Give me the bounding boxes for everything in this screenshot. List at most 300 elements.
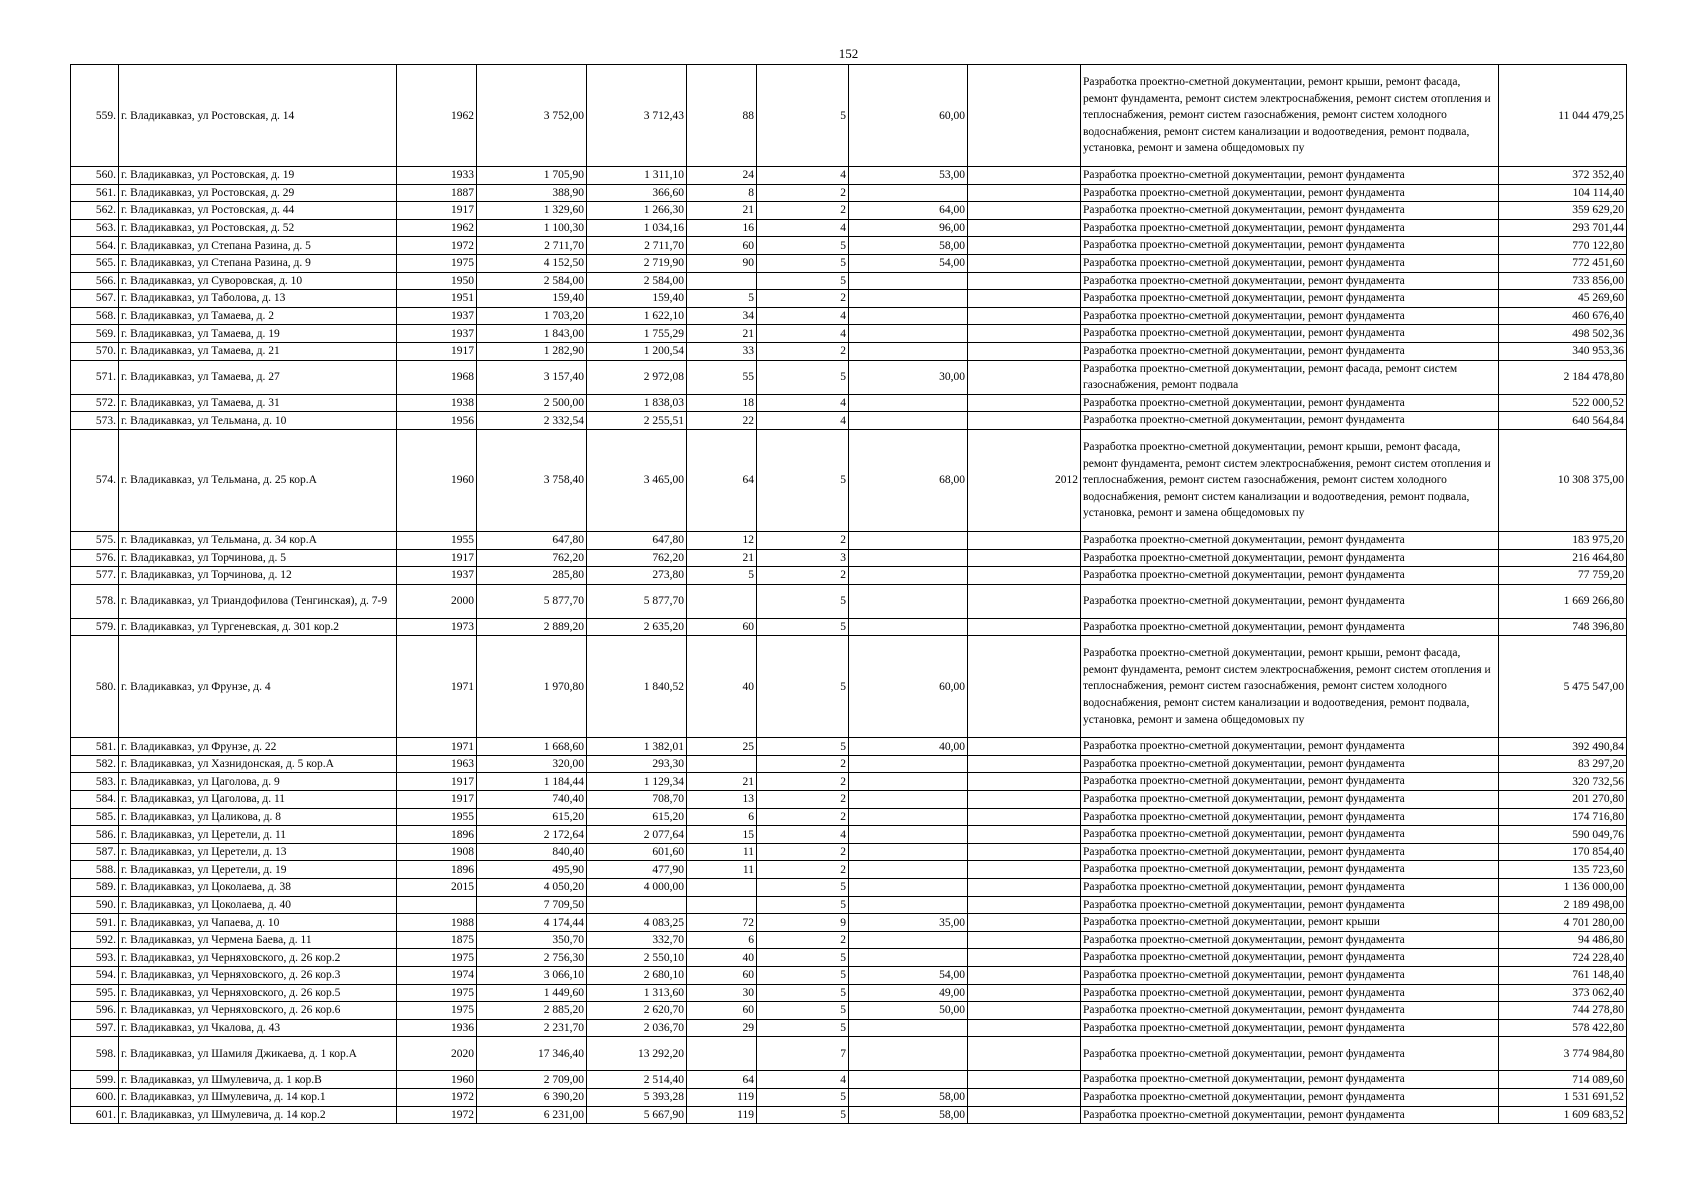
cost-cell: 1 669 266,80 bbox=[1499, 584, 1627, 618]
wear-percent-cell: 96,00 bbox=[849, 219, 968, 237]
build-year-cell: 1933 bbox=[397, 167, 477, 185]
wear-percent-cell: 58,00 bbox=[849, 1088, 968, 1106]
residents-cell: 34 bbox=[687, 307, 757, 325]
floors-cell: 4 bbox=[757, 167, 849, 185]
build-year-cell: 1968 bbox=[397, 360, 477, 394]
wear-percent-cell bbox=[849, 342, 968, 360]
living-area-cell: 13 292,20 bbox=[587, 1037, 687, 1071]
work-description-cell: Разработка проектно-сметной документации, ремонт крыши, ремонт фасада, ремонт фундамента, ремонт систем электроснабжения, ремонт систем отопления и теплоснабжения, ремонт систем газоснабжения, ремонт систем холодного водоснабжения, ремонт систем канализации и водоотведения, ремонт подвала, установка, ремонт и замена общедомовых пу bbox=[1081, 429, 1499, 531]
living-area-cell: 293,30 bbox=[587, 755, 687, 773]
address-cell: г. Владикавказ, ул Торчинова, д. 12 bbox=[119, 567, 397, 585]
build-year-cell: 1951 bbox=[397, 290, 477, 308]
living-area-cell: 2 620,70 bbox=[587, 1002, 687, 1020]
address-cell: г. Владикавказ, ул Степана Разина, д. 9 bbox=[119, 254, 397, 272]
living-area-cell: 4 000,00 bbox=[587, 879, 687, 897]
row-number: 595. bbox=[71, 984, 119, 1002]
wear-percent-cell bbox=[849, 1037, 968, 1071]
address-cell: г. Владикавказ, ул Чермена Баева, д. 11 bbox=[119, 931, 397, 949]
build-year-cell: 1973 bbox=[397, 618, 477, 636]
table-row bbox=[71, 914, 1627, 932]
address-cell: г. Владикавказ, ул Церетели, д. 11 bbox=[119, 826, 397, 844]
residents-cell: 18 bbox=[687, 394, 757, 412]
build-year-cell: 1962 bbox=[397, 219, 477, 237]
build-year-cell: 1960 bbox=[397, 1071, 477, 1089]
table-row bbox=[71, 1037, 1627, 1071]
living-area-cell: 2 077,64 bbox=[587, 826, 687, 844]
residents-cell: 12 bbox=[687, 531, 757, 549]
last-repair-year-cell bbox=[968, 549, 1081, 567]
address-cell: г. Владикавказ, ул Церетели, д. 19 bbox=[119, 861, 397, 879]
address-cell: г. Владикавказ, ул Тамаева, д. 2 bbox=[119, 307, 397, 325]
floors-cell: 5 bbox=[757, 1088, 849, 1106]
last-repair-year-cell bbox=[968, 567, 1081, 585]
cost-cell: 135 723,60 bbox=[1499, 861, 1627, 879]
work-description-cell: Разработка проектно-сметной документации, ремонт фундамента bbox=[1081, 896, 1499, 914]
cost-cell: 293 701,44 bbox=[1499, 219, 1627, 237]
total-area-cell: 2 889,20 bbox=[477, 618, 587, 636]
cost-cell: 2 184 478,80 bbox=[1499, 360, 1627, 394]
table-row bbox=[71, 1071, 1627, 1089]
work-description-cell: Разработка проектно-сметной документации, ремонт фундамента bbox=[1081, 219, 1499, 237]
cost-cell: 590 049,76 bbox=[1499, 826, 1627, 844]
residents-cell: 64 bbox=[687, 429, 757, 531]
residents-cell: 16 bbox=[687, 219, 757, 237]
living-area-cell: 2 550,10 bbox=[587, 949, 687, 967]
last-repair-year-cell bbox=[968, 931, 1081, 949]
work-description-cell: Разработка проектно-сметной документации, ремонт крыши, ремонт фасада, ремонт фундамента, ремонт систем электроснабжения, ремонт систем отопления и теплоснабжения, ремонт систем газоснабжения, ремонт систем холодного водоснабжения, ремонт систем канализации и водоотведения, ремонт подвала, установка, ремонт и замена общедомовых пу bbox=[1081, 65, 1499, 167]
table-row bbox=[71, 826, 1627, 844]
total-area-cell: 1 705,90 bbox=[477, 167, 587, 185]
residents-cell: 72 bbox=[687, 914, 757, 932]
last-repair-year-cell bbox=[968, 219, 1081, 237]
floors-cell: 5 bbox=[757, 1019, 849, 1037]
work-description-cell: Разработка проектно-сметной документации, ремонт фундамента bbox=[1081, 307, 1499, 325]
row-number: 566. bbox=[71, 272, 119, 290]
last-repair-year-cell bbox=[968, 412, 1081, 430]
cost-cell: 744 278,80 bbox=[1499, 1002, 1627, 1020]
total-area-cell: 5 877,70 bbox=[477, 584, 587, 618]
address-cell: г. Владикавказ, ул Ростовская, д. 19 bbox=[119, 167, 397, 185]
residents-cell: 6 bbox=[687, 808, 757, 826]
cost-cell: 761 148,40 bbox=[1499, 967, 1627, 985]
floors-cell: 5 bbox=[757, 879, 849, 897]
work-description-cell: Разработка проектно-сметной документации, ремонт фундамента bbox=[1081, 773, 1499, 791]
wear-percent-cell: 30,00 bbox=[849, 360, 968, 394]
wear-percent-cell: 50,00 bbox=[849, 1002, 968, 1020]
cost-cell: 522 000,52 bbox=[1499, 394, 1627, 412]
last-repair-year-cell bbox=[968, 342, 1081, 360]
build-year-cell: 1971 bbox=[397, 738, 477, 756]
residents-cell: 24 bbox=[687, 167, 757, 185]
living-area-cell: 2 719,90 bbox=[587, 254, 687, 272]
residents-cell: 15 bbox=[687, 826, 757, 844]
living-area-cell: 2 036,70 bbox=[587, 1019, 687, 1037]
table-row bbox=[71, 1088, 1627, 1106]
living-area-cell: 2 680,10 bbox=[587, 967, 687, 985]
build-year-cell: 1972 bbox=[397, 1088, 477, 1106]
living-area-cell: 477,90 bbox=[587, 861, 687, 879]
row-number: 579. bbox=[71, 618, 119, 636]
floors-cell: 9 bbox=[757, 914, 849, 932]
work-description-cell: Разработка проектно-сметной документации, ремонт фундамента bbox=[1081, 861, 1499, 879]
build-year-cell: 1937 bbox=[397, 307, 477, 325]
wear-percent-cell bbox=[849, 618, 968, 636]
residents-cell: 30 bbox=[687, 984, 757, 1002]
address-cell: г. Владикавказ, ул Чкалова, д. 43 bbox=[119, 1019, 397, 1037]
cost-cell: 714 089,60 bbox=[1499, 1071, 1627, 1089]
build-year-cell bbox=[397, 896, 477, 914]
wear-percent-cell bbox=[849, 931, 968, 949]
last-repair-year-cell bbox=[968, 967, 1081, 985]
work-description-cell: Разработка проектно-сметной документации, ремонт фундамента bbox=[1081, 1019, 1499, 1037]
living-area-cell: 2 584,00 bbox=[587, 272, 687, 290]
work-description-cell: Разработка проектно-сметной документации, ремонт фундамента bbox=[1081, 984, 1499, 1002]
residents-cell: 22 bbox=[687, 412, 757, 430]
last-repair-year-cell bbox=[968, 290, 1081, 308]
floors-cell: 4 bbox=[757, 412, 849, 430]
address-cell: г. Владикавказ, ул Чапаева, д. 10 bbox=[119, 914, 397, 932]
living-area-cell: 601,60 bbox=[587, 843, 687, 861]
row-number: 572. bbox=[71, 394, 119, 412]
table-row bbox=[71, 307, 1627, 325]
last-repair-year-cell bbox=[968, 914, 1081, 932]
build-year-cell: 1917 bbox=[397, 202, 477, 220]
floors-cell: 5 bbox=[757, 618, 849, 636]
total-area-cell: 2 172,64 bbox=[477, 826, 587, 844]
work-description-cell: Разработка проектно-сметной документации, ремонт крыши, ремонт фасада, ремонт фундамента, ремонт систем электроснабжения, ремонт систем отопления и теплоснабжения, ремонт систем газоснабжения, ремонт систем холодного водоснабжения, ремонт систем канализации и водоотведения, ремонт подвала, установка, ремонт и замена общедомовых пу bbox=[1081, 636, 1499, 738]
living-area-cell: 1 034,16 bbox=[587, 219, 687, 237]
table-row bbox=[71, 325, 1627, 343]
total-area-cell: 2 231,70 bbox=[477, 1019, 587, 1037]
wear-percent-cell bbox=[849, 290, 968, 308]
address-cell: г. Владикавказ, ул Цаголова, д. 9 bbox=[119, 773, 397, 791]
residents-cell: 6 bbox=[687, 931, 757, 949]
total-area-cell: 159,40 bbox=[477, 290, 587, 308]
build-year-cell: 1937 bbox=[397, 325, 477, 343]
wear-percent-cell bbox=[849, 567, 968, 585]
residents-cell: 55 bbox=[687, 360, 757, 394]
living-area-cell: 647,80 bbox=[587, 531, 687, 549]
work-description-cell: Разработка проектно-сметной документации, ремонт фундамента bbox=[1081, 931, 1499, 949]
build-year-cell: 2015 bbox=[397, 879, 477, 897]
work-description-cell: Разработка проектно-сметной документации, ремонт фундамента bbox=[1081, 1071, 1499, 1089]
table-row bbox=[71, 202, 1627, 220]
cost-cell: 724 228,40 bbox=[1499, 949, 1627, 967]
work-description-cell: Разработка проектно-сметной документации, ремонт фундамента bbox=[1081, 618, 1499, 636]
table-row bbox=[71, 773, 1627, 791]
living-area-cell: 332,70 bbox=[587, 931, 687, 949]
address-cell: г. Владикавказ, ул Цоколаева, д. 40 bbox=[119, 896, 397, 914]
cost-cell: 77 759,20 bbox=[1499, 567, 1627, 585]
residents-cell: 21 bbox=[687, 325, 757, 343]
build-year-cell: 1917 bbox=[397, 791, 477, 809]
floors-cell: 5 bbox=[757, 1106, 849, 1124]
address-cell: г. Владикавказ, ул Тельмана, д. 10 bbox=[119, 412, 397, 430]
row-number: 581. bbox=[71, 738, 119, 756]
cost-cell: 1 609 683,52 bbox=[1499, 1106, 1627, 1124]
living-area-cell: 2 255,51 bbox=[587, 412, 687, 430]
living-area-cell: 2 514,40 bbox=[587, 1071, 687, 1089]
floors-cell: 5 bbox=[757, 584, 849, 618]
residents-cell: 21 bbox=[687, 773, 757, 791]
build-year-cell: 1875 bbox=[397, 931, 477, 949]
living-area-cell: 159,40 bbox=[587, 290, 687, 308]
build-year-cell: 1975 bbox=[397, 254, 477, 272]
residents-cell: 88 bbox=[687, 65, 757, 167]
last-repair-year-cell bbox=[968, 1071, 1081, 1089]
last-repair-year-cell bbox=[968, 1106, 1081, 1124]
residents-cell: 21 bbox=[687, 202, 757, 220]
table-row bbox=[71, 636, 1627, 738]
address-cell: г. Владикавказ, ул Ростовская, д. 52 bbox=[119, 219, 397, 237]
living-area-cell: 2 972,08 bbox=[587, 360, 687, 394]
floors-cell: 2 bbox=[757, 184, 849, 202]
work-description-cell: Разработка проектно-сметной документации, ремонт фундамента bbox=[1081, 549, 1499, 567]
total-area-cell: 2 711,70 bbox=[477, 237, 587, 255]
wear-percent-cell: 68,00 bbox=[849, 429, 968, 531]
floors-cell: 2 bbox=[757, 843, 849, 861]
cost-cell: 372 352,40 bbox=[1499, 167, 1627, 185]
wear-percent-cell bbox=[849, 1019, 968, 1037]
row-number: 576. bbox=[71, 549, 119, 567]
wear-percent-cell bbox=[849, 184, 968, 202]
living-area-cell: 1 622,10 bbox=[587, 307, 687, 325]
row-number: 586. bbox=[71, 826, 119, 844]
floors-cell: 5 bbox=[757, 429, 849, 531]
last-repair-year-cell bbox=[968, 879, 1081, 897]
total-area-cell: 1 329,60 bbox=[477, 202, 587, 220]
total-area-cell: 840,40 bbox=[477, 843, 587, 861]
cost-cell: 640 564,84 bbox=[1499, 412, 1627, 430]
address-cell: г. Владикавказ, ул Ростовская, д. 44 bbox=[119, 202, 397, 220]
build-year-cell: 1917 bbox=[397, 549, 477, 567]
cost-cell: 104 114,40 bbox=[1499, 184, 1627, 202]
build-year-cell: 2020 bbox=[397, 1037, 477, 1071]
total-area-cell: 615,20 bbox=[477, 808, 587, 826]
cost-cell: 201 270,80 bbox=[1499, 791, 1627, 809]
build-year-cell: 1936 bbox=[397, 1019, 477, 1037]
row-number: 574. bbox=[71, 429, 119, 531]
last-repair-year-cell bbox=[968, 949, 1081, 967]
floors-cell: 5 bbox=[757, 984, 849, 1002]
row-number: 601. bbox=[71, 1106, 119, 1124]
floors-cell: 5 bbox=[757, 738, 849, 756]
last-repair-year-cell bbox=[968, 808, 1081, 826]
cost-cell: 498 502,36 bbox=[1499, 325, 1627, 343]
total-area-cell: 1 843,00 bbox=[477, 325, 587, 343]
table-row bbox=[71, 931, 1627, 949]
wear-percent-cell bbox=[849, 272, 968, 290]
work-description-cell: Разработка проектно-сметной документации, ремонт фундамента bbox=[1081, 567, 1499, 585]
build-year-cell: 1955 bbox=[397, 531, 477, 549]
living-area-cell: 1 840,52 bbox=[587, 636, 687, 738]
work-description-cell: Разработка проектно-сметной документации, ремонт фундамента bbox=[1081, 1088, 1499, 1106]
floors-cell: 2 bbox=[757, 755, 849, 773]
work-description-cell: Разработка проектно-сметной документации, ремонт фундамента bbox=[1081, 879, 1499, 897]
row-number: 591. bbox=[71, 914, 119, 932]
wear-percent-cell bbox=[849, 826, 968, 844]
address-cell: г. Владикавказ, ул Тельмана, д. 25 кор.А bbox=[119, 429, 397, 531]
work-description-cell: Разработка проектно-сметной документации, ремонт фундамента bbox=[1081, 184, 1499, 202]
cost-cell: 733 856,00 bbox=[1499, 272, 1627, 290]
cost-cell: 10 308 375,00 bbox=[1499, 429, 1627, 531]
address-cell: г. Владикавказ, ул Цоколаева, д. 38 bbox=[119, 879, 397, 897]
row-number: 588. bbox=[71, 861, 119, 879]
address-cell: г. Владикавказ, ул Цаликова, д. 8 bbox=[119, 808, 397, 826]
table-row bbox=[71, 342, 1627, 360]
work-description-cell: Разработка проектно-сметной документации, ремонт фундамента bbox=[1081, 738, 1499, 756]
table-row bbox=[71, 254, 1627, 272]
floors-cell: 4 bbox=[757, 307, 849, 325]
cost-cell: 578 422,80 bbox=[1499, 1019, 1627, 1037]
floors-cell: 2 bbox=[757, 567, 849, 585]
table-row bbox=[71, 1002, 1627, 1020]
floors-cell: 3 bbox=[757, 549, 849, 567]
last-repair-year-cell bbox=[968, 984, 1081, 1002]
living-area-cell: 3 465,00 bbox=[587, 429, 687, 531]
table-row bbox=[71, 1019, 1627, 1037]
total-area-cell: 2 709,00 bbox=[477, 1071, 587, 1089]
last-repair-year-cell bbox=[968, 184, 1081, 202]
total-area-cell: 1 282,90 bbox=[477, 342, 587, 360]
build-year-cell: 1917 bbox=[397, 773, 477, 791]
wear-percent-cell bbox=[849, 549, 968, 567]
living-area-cell: 1 755,29 bbox=[587, 325, 687, 343]
page-number: 152 bbox=[838, 46, 859, 61]
wear-percent-cell bbox=[849, 307, 968, 325]
total-area-cell: 3 066,10 bbox=[477, 967, 587, 985]
cost-cell: 174 716,80 bbox=[1499, 808, 1627, 826]
row-number: 565. bbox=[71, 254, 119, 272]
last-repair-year-cell bbox=[968, 272, 1081, 290]
table-row bbox=[71, 65, 1627, 167]
last-repair-year-cell bbox=[968, 755, 1081, 773]
work-description-cell: Разработка проектно-сметной документации, ремонт фундамента bbox=[1081, 290, 1499, 308]
address-cell: г. Владикавказ, ул Фрунзе, д. 22 bbox=[119, 738, 397, 756]
address-cell: г. Владикавказ, ул Церетели, д. 13 bbox=[119, 843, 397, 861]
table-row bbox=[71, 167, 1627, 185]
build-year-cell: 1937 bbox=[397, 567, 477, 585]
total-area-cell: 2 332,54 bbox=[477, 412, 587, 430]
total-area-cell: 740,40 bbox=[477, 791, 587, 809]
cost-cell: 373 062,40 bbox=[1499, 984, 1627, 1002]
wear-percent-cell bbox=[849, 879, 968, 897]
row-number: 567. bbox=[71, 290, 119, 308]
build-year-cell: 1988 bbox=[397, 914, 477, 932]
build-year-cell: 2000 bbox=[397, 584, 477, 618]
floors-cell: 4 bbox=[757, 219, 849, 237]
last-repair-year-cell bbox=[968, 896, 1081, 914]
living-area-cell: 4 083,25 bbox=[587, 914, 687, 932]
floors-cell: 5 bbox=[757, 272, 849, 290]
residents-cell: 29 bbox=[687, 1019, 757, 1037]
last-repair-year-cell bbox=[968, 584, 1081, 618]
wear-percent-cell bbox=[849, 755, 968, 773]
work-description-cell: Разработка проектно-сметной документации, ремонт фундамента bbox=[1081, 342, 1499, 360]
last-repair-year-cell bbox=[968, 394, 1081, 412]
wear-percent-cell: 53,00 bbox=[849, 167, 968, 185]
cost-cell: 340 953,36 bbox=[1499, 342, 1627, 360]
address-cell: г. Владикавказ, ул Тамаева, д. 27 bbox=[119, 360, 397, 394]
row-number: 587. bbox=[71, 843, 119, 861]
wear-percent-cell bbox=[849, 791, 968, 809]
residents-cell: 11 bbox=[687, 843, 757, 861]
address-cell: г. Владикавказ, ул Шмулевича, д. 1 кор.В bbox=[119, 1071, 397, 1089]
living-area-cell: 1 129,34 bbox=[587, 773, 687, 791]
residents-cell bbox=[687, 584, 757, 618]
wear-percent-cell bbox=[849, 843, 968, 861]
table-row bbox=[71, 808, 1627, 826]
floors-cell: 4 bbox=[757, 826, 849, 844]
work-description-cell: Разработка проектно-сметной документации, ремонт фундамента bbox=[1081, 1106, 1499, 1124]
living-area-cell: 1 266,30 bbox=[587, 202, 687, 220]
table-row bbox=[71, 394, 1627, 412]
residents-cell: 8 bbox=[687, 184, 757, 202]
row-number: 598. bbox=[71, 1037, 119, 1071]
address-cell: г. Владикавказ, ул Черняховского, д. 26 кор.2 bbox=[119, 949, 397, 967]
address-cell: г. Владикавказ, ул Черняховского, д. 26 кор.5 bbox=[119, 984, 397, 1002]
row-number: 585. bbox=[71, 808, 119, 826]
build-year-cell: 1972 bbox=[397, 237, 477, 255]
address-cell: г. Владикавказ, ул Фрунзе, д. 4 bbox=[119, 636, 397, 738]
table-row bbox=[71, 184, 1627, 202]
row-number: 589. bbox=[71, 879, 119, 897]
floors-cell: 4 bbox=[757, 1071, 849, 1089]
row-number: 561. bbox=[71, 184, 119, 202]
last-repair-year-cell bbox=[968, 773, 1081, 791]
table-row bbox=[71, 360, 1627, 394]
last-repair-year-cell bbox=[968, 65, 1081, 167]
address-cell: г. Владикавказ, ул Тамаева, д. 31 bbox=[119, 394, 397, 412]
row-number: 575. bbox=[71, 531, 119, 549]
floors-cell: 5 bbox=[757, 896, 849, 914]
cost-cell: 5 475 547,00 bbox=[1499, 636, 1627, 738]
build-year-cell: 1955 bbox=[397, 808, 477, 826]
total-area-cell: 7 709,50 bbox=[477, 896, 587, 914]
build-year-cell: 1975 bbox=[397, 1002, 477, 1020]
build-year-cell: 1908 bbox=[397, 843, 477, 861]
table-row bbox=[71, 738, 1627, 756]
build-year-cell: 1887 bbox=[397, 184, 477, 202]
address-cell: г. Владикавказ, ул Шмулевича, д. 14 кор.2 bbox=[119, 1106, 397, 1124]
wear-percent-cell bbox=[849, 394, 968, 412]
address-cell: г. Владикавказ, ул Ростовская, д. 29 bbox=[119, 184, 397, 202]
cost-cell: 45 269,60 bbox=[1499, 290, 1627, 308]
cost-cell: 1 136 000,00 bbox=[1499, 879, 1627, 897]
table-row bbox=[71, 984, 1627, 1002]
work-description-cell: Разработка проектно-сметной документации, ремонт фундамента bbox=[1081, 531, 1499, 549]
total-area-cell: 2 584,00 bbox=[477, 272, 587, 290]
wear-percent-cell bbox=[849, 325, 968, 343]
work-description-cell: Разработка проектно-сметной документации, ремонт фундамента bbox=[1081, 1002, 1499, 1020]
total-area-cell: 3 157,40 bbox=[477, 360, 587, 394]
address-cell: г. Владикавказ, ул Суворовская, д. 10 bbox=[119, 272, 397, 290]
work-description-cell: Разработка проектно-сметной документации, ремонт фундамента bbox=[1081, 254, 1499, 272]
build-year-cell: 1896 bbox=[397, 861, 477, 879]
row-number: 564. bbox=[71, 237, 119, 255]
last-repair-year-cell bbox=[968, 237, 1081, 255]
row-number: 570. bbox=[71, 342, 119, 360]
row-number: 559. bbox=[71, 65, 119, 167]
cost-cell: 83 297,20 bbox=[1499, 755, 1627, 773]
living-area-cell: 1 382,01 bbox=[587, 738, 687, 756]
residents-cell bbox=[687, 896, 757, 914]
work-description-cell: Разработка проектно-сметной документации, ремонт фундамента bbox=[1081, 949, 1499, 967]
build-year-cell: 1975 bbox=[397, 949, 477, 967]
work-description-cell: Разработка проектно-сметной документации, ремонт фундамента bbox=[1081, 202, 1499, 220]
residents-cell: 11 bbox=[687, 861, 757, 879]
residents-cell: 13 bbox=[687, 791, 757, 809]
